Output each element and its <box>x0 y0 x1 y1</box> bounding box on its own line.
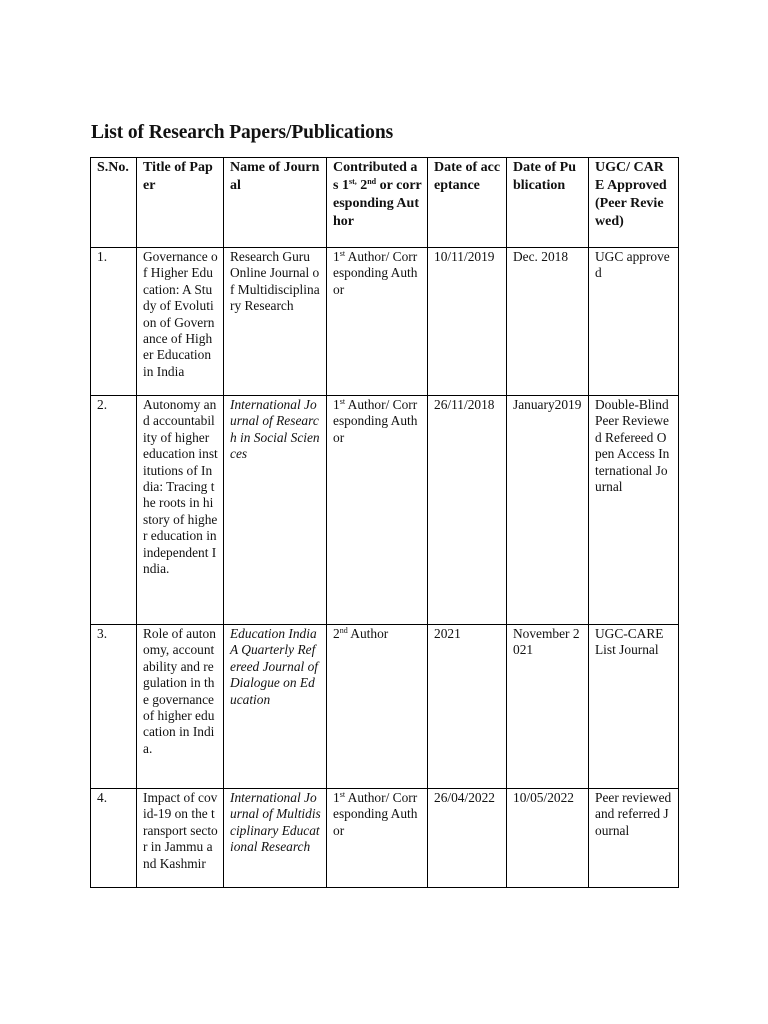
cell-title: Governance of Higher Education: A Study of Evolution of Governance of Higher Education in India <box>137 248 224 396</box>
cell-title: Role of autonomy, accountability and regulation in the governance of higher education in India. <box>137 625 224 789</box>
table-row <box>91 625 679 789</box>
cell-role <box>327 248 428 396</box>
header-publication: Date of Publication <box>507 158 589 248</box>
role-number: 1 <box>333 249 340 264</box>
header-contributed-sup2: nd <box>367 177 377 186</box>
header-acceptance: Date of acceptance <box>428 158 507 248</box>
header-title: Title of Paper <box>137 158 224 248</box>
role-suffix: st <box>339 397 346 406</box>
header-ugc: UGC/ CARE Approved (Peer Reviewed) <box>589 158 679 248</box>
cell-role <box>327 625 428 789</box>
cell-sno: 3. <box>91 625 137 789</box>
cell-publication: January2019 <box>507 396 589 625</box>
table-row <box>91 396 679 625</box>
role-number: 1 <box>333 397 340 412</box>
role-text: Author/ Corresponding Author <box>333 397 418 445</box>
role-suffix: nd <box>339 626 348 635</box>
cell-sno: 2. <box>91 396 137 625</box>
publications-table <box>90 157 679 888</box>
cell-acceptance: 2021 <box>428 625 507 789</box>
header-sno: S.No. <box>91 158 137 248</box>
cell-sno: 4. <box>91 789 137 888</box>
cell-title: Impact of covid-19 on the transport sector in Jammu and Kashmir <box>137 789 224 888</box>
cell-acceptance: 26/04/2022 <box>428 789 507 888</box>
page-title: List of Research Papers/Publications <box>91 122 394 143</box>
cell-ugc: Double-Blind Peer Reviewed Refereed Open Access International Journal <box>589 396 679 625</box>
header-contributed-sup1: st, <box>348 177 357 186</box>
role-text: Author/ Corresponding Author <box>333 249 418 297</box>
role-text: Author/ Corresponding Author <box>333 790 418 838</box>
header-contributed-text-c: or corresponding Author <box>333 178 422 229</box>
role-suffix: st <box>339 249 346 258</box>
table-header-row <box>91 158 679 248</box>
role-number: 1 <box>333 790 340 805</box>
header-journal: Name of Journal <box>224 158 327 248</box>
cell-role <box>327 396 428 625</box>
cell-publication: 10/05/2022 <box>507 789 589 888</box>
cell-ugc: Peer reviewed and referred Journal <box>589 789 679 888</box>
cell-ugc: UGC approved <box>589 248 679 396</box>
cell-acceptance: 10/11/2019 <box>428 248 507 396</box>
cell-title: Autonomy and accountability of higher education institutions of India: Tracing the roots in history of higher education in independent India. <box>137 396 224 625</box>
cell-publication: Dec. 2018 <box>507 248 589 396</box>
cell-publication: November 2021 <box>507 625 589 789</box>
cell-ugc: UGC-CARE List Journal <box>589 625 679 789</box>
cell-journal: International Journal of Multidisciplinary Educational Research <box>224 789 327 888</box>
header-contributed <box>327 158 428 248</box>
role-text: Author <box>347 626 389 641</box>
cell-role <box>327 789 428 888</box>
header-contributed-text-b: 2 <box>356 178 368 193</box>
role-number: 2 <box>333 626 340 641</box>
table-row <box>91 248 679 396</box>
header-contributed-text-a: Contributed as 1 <box>333 160 418 193</box>
cell-journal: Education India A Quarterly Refereed Journal of Dialogue on Education <box>224 625 327 789</box>
role-suffix: st <box>339 790 346 799</box>
cell-journal: International Journal of Research in Social Sciences <box>224 396 327 625</box>
cell-sno: 1. <box>91 248 137 396</box>
cell-journal: Research Guru Online Journal of Multidisciplinary Research <box>224 248 327 396</box>
table-row <box>91 789 679 888</box>
cell-acceptance: 26/11/2018 <box>428 396 507 625</box>
